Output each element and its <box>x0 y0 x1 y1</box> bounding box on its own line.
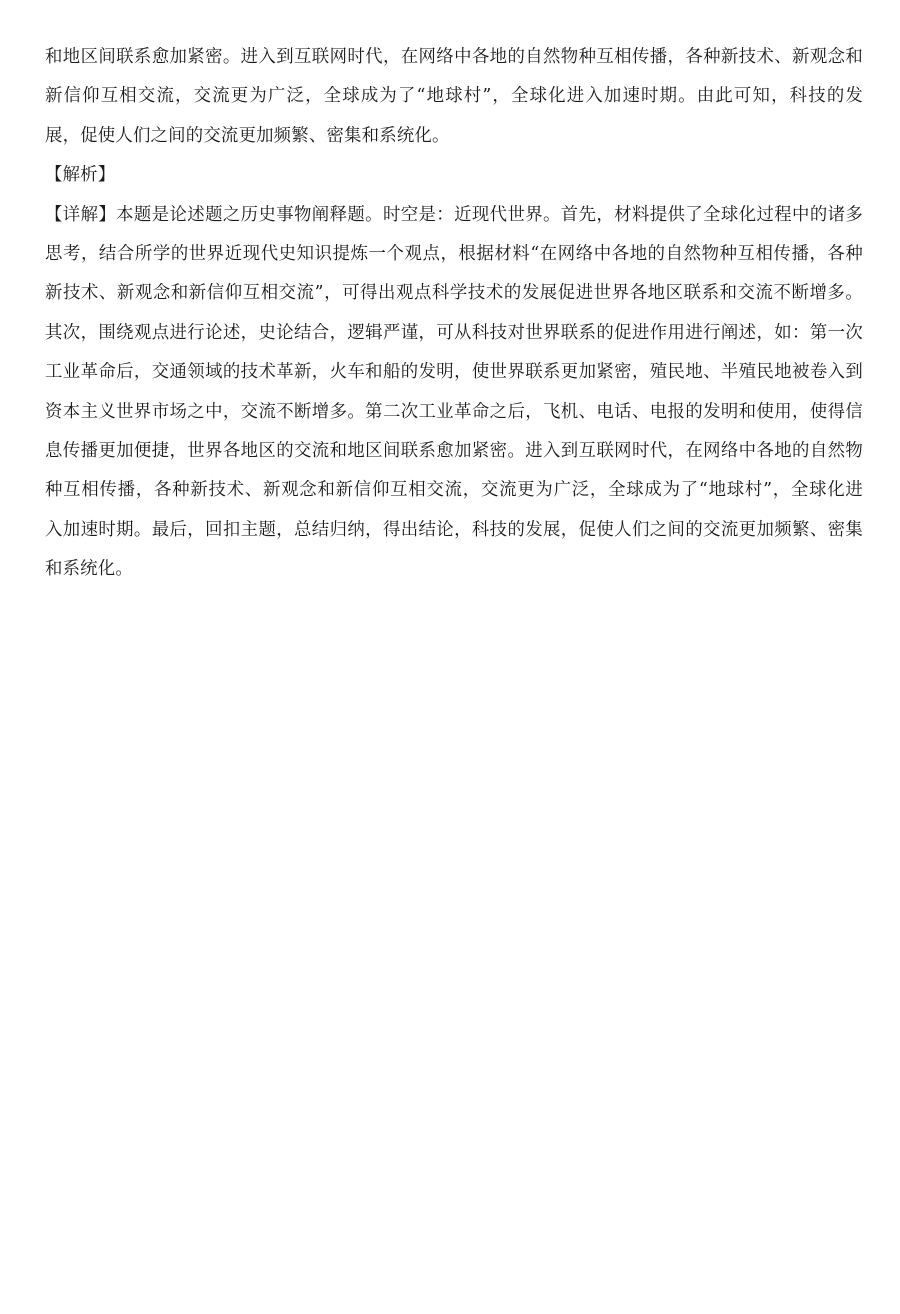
analysis-heading: 【解析】 <box>45 165 116 186</box>
text-line: 工业革命后，交通领域的技术革新，火车和船的发明，使世界联系更加紧密，殖民地、半殖民地被卷入到 <box>45 362 863 383</box>
continuation-paragraph <box>45 38 863 156</box>
detail-paragraph <box>45 196 863 590</box>
text-line: 和系统化。 <box>45 559 133 580</box>
document-page <box>45 38 863 589</box>
text-line: 新技术、新观念和新信仰互相交流”，可得出观点科学技术的发展促进世界各地区联系和交流不断增多。 <box>45 283 863 304</box>
text-line: 思考，结合所学的世界近现代史知识提炼一个观点，根据材料“在网络中各地的自然物种互相传播，各种 <box>45 243 863 264</box>
text-line: 和地区间联系愈加紧密。进入到互联网时代，在网络中各地的自然物种互相传播，各种新技术、新观念和 <box>45 47 863 67</box>
text-line: 【详解】本题是论述题之历史事物阐释题。时空是：近现代世界。首先，材料提供了全球化过程中的诸多 <box>45 204 863 225</box>
text-line: 新信仰互相交流，交流更为广泛，全球成为了“地球村”，全球化进入加速时期。由此可知，科技的发 <box>45 86 863 107</box>
text-line: 其次，围绕观点进行论述，史论结合，逻辑严谨，可从科技对世界联系的促进作用进行阐述，如：第一次 <box>45 322 863 343</box>
text-line: 息传播更加便捷，世界各地区的交流和地区间联系愈加紧密。进入到互联网时代，在网络中各地的自然物 <box>45 440 863 461</box>
text-line: 种互相传播，各种新技术、新观念和新信仰互相交流，交流更为广泛，全球成为了“地球村”，全球化进 <box>45 480 863 501</box>
text-line: 入加速时期。最后，回扣主题，总结归纳，得出结论，科技的发展，促使人们之间的交流更加频繁、密集 <box>45 519 863 540</box>
text-line: 资本主义世界市场之中，交流不断增多。第二次工业革命之后，飞机、电话、电报的发明和使用，使得信 <box>45 401 863 422</box>
text-line: 展，促使人们之间的交流更加频繁、密集和系统化。 <box>45 125 450 146</box>
